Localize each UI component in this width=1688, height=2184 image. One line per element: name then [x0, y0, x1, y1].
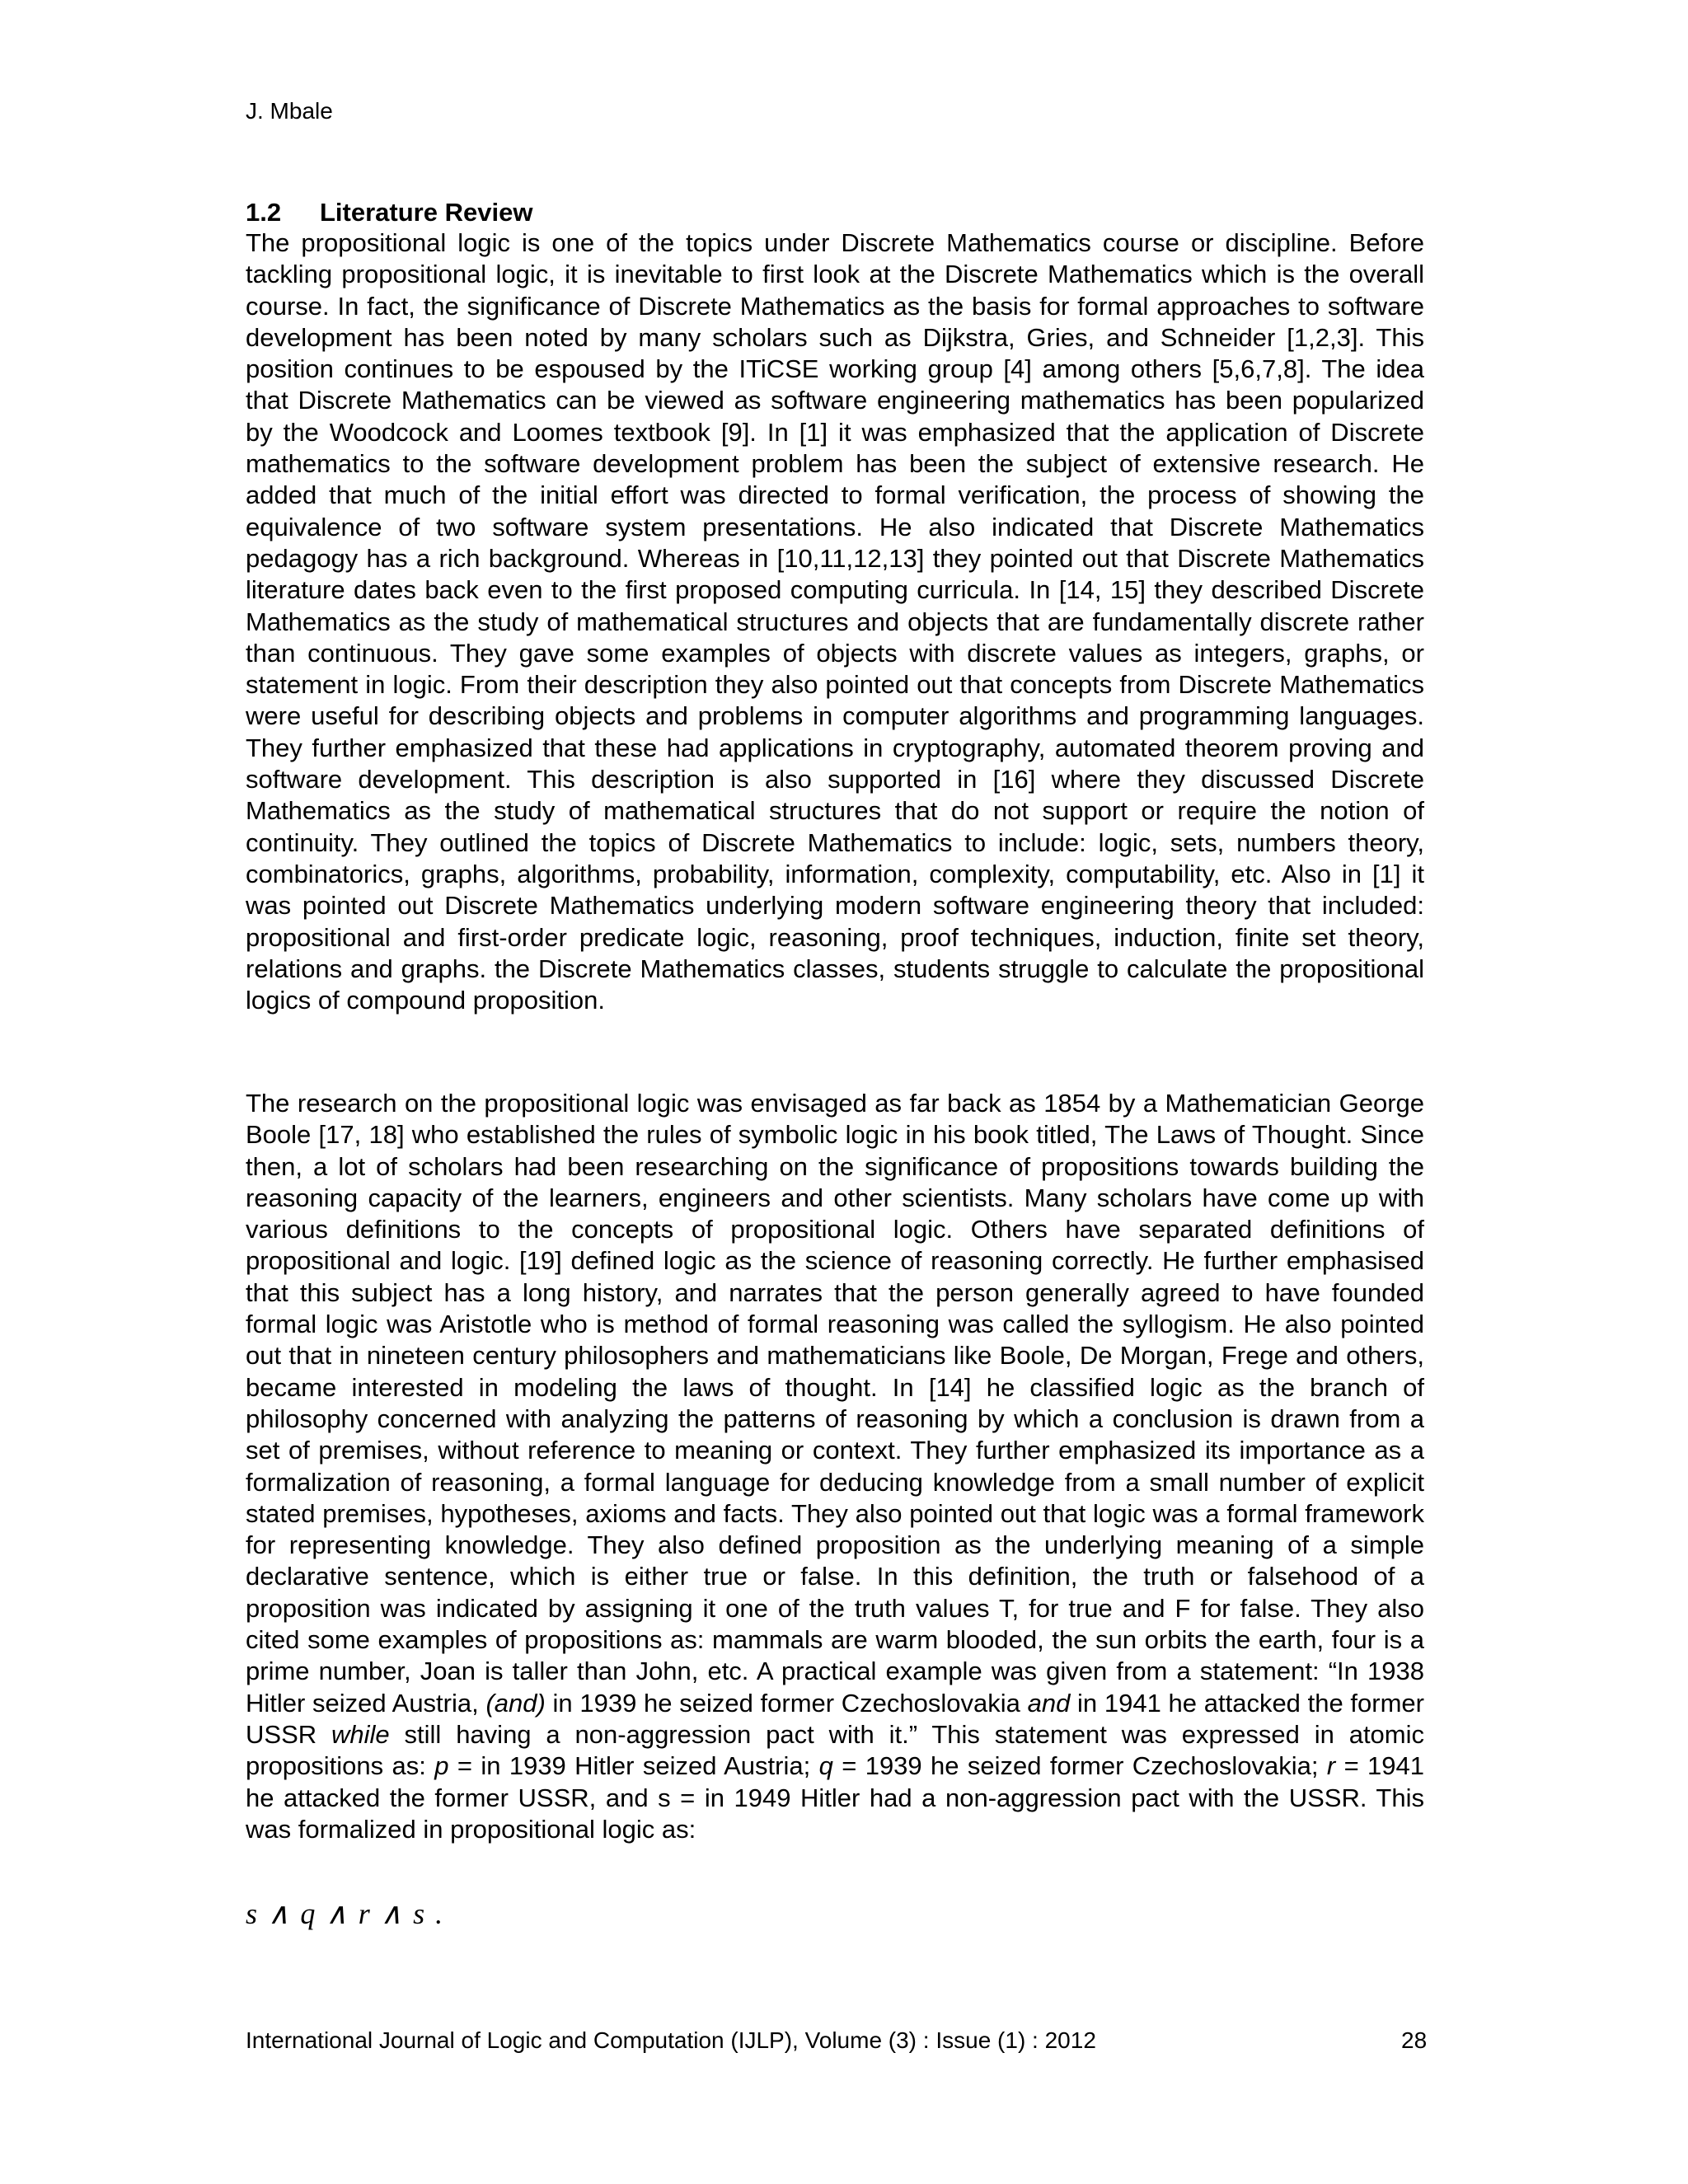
variable-r: r — [1326, 1751, 1336, 1781]
body-paragraph-2 — [246, 1088, 1424, 1845]
paragraph-2-text: in 1941 he attacked the former USSR — [246, 1688, 1424, 1749]
section-number: 1.2 — [246, 198, 282, 227]
footer-journal-citation: International Journal of Logic and Computation (IJLP), Volume (3) : Issue (1) : 2012 — [246, 2027, 1096, 2053]
paragraph-2-text: in 1939 he seized former Czechoslovakia — [545, 1688, 1028, 1718]
page-number: 28 — [1401, 2027, 1428, 2053]
paragraph-2-text: = in 1939 Hitler seized Austria; — [448, 1751, 819, 1781]
logic-formula: s ∧ q ∧ r ∧ s . — [246, 1897, 443, 1930]
paragraph-2-text: The research on the propositional logic was envisaged as far back as 1854 by a Mathematician George Boole [17, 18] who established the rules of symbolic logic in his book titled, The Laws of Thought. Since then, a lot of scholars had been researching on the significance of propositions towards building the reasoning capacity of the learners, engineers and other scientists. Many scholars have come up with various definitions to the concepts of propositional logic. Others have separated definitions of propositional and logic. [19] defined logic as the science of reasoning correctly. He further emphasised that this subject has a long history, and narrates that the person generally agreed to have founded formal logic was Aristotle who is method of formal reasoning was called the syllogism. He also pointed out that in nineteen century philosophers and mathematicians like Boole, De Morgan, Frege and others, became interested in modeling the laws of thought. In [14] he classified logic as the branch of philosophy concerned with analyzing the patterns of reasoning by which a conclusion is drawn from a set of premises, without reference to meaning or context. They further emphasized its importance as a formalization of reasoning, a formal language for deducing knowledge from a small number of explicit stated premises, hypotheses, axioms and facts. They also pointed out that logic was a formal framework for representing knowledge. They also defined proposition as the underlying meaning of a simple declarative sentence, which is either true or false. In this definition, the truth or falsehood of a proposition was indicated by assigning it one of the truth values T, for true and F for false. They also cited some examples of propositions as: mammals are warm blooded, the sun orbits the earth, four is a prime number, Joan is taller than John, etc. A practical example was given from a statement: “In 1938 Hitler seized Austria, — [246, 1089, 1424, 1718]
emphasis-while: while — [331, 1719, 390, 1749]
paragraph-2-text: = 1939 he seized former Czechoslovakia; — [832, 1751, 1327, 1781]
paragraph-2-text: = 1941 he attacked the former USSR, and s = in 1949 Hitler had a non-aggression pact with the USSR. This was formalized in propositional logic as: — [246, 1751, 1425, 1844]
body-paragraph-1: The propositional logic is one of the topics under Discrete Mathematics course or discipline. Before tackling propositional logic, it is inevitable to first look at the Discrete Mathematics which is the overall course. In fact, the significance of Discrete Mathematics as the basis for formal approaches to software development has been noted by many scholars such as Dijkstra, Gries, and Schneider [1,2,3]. This position continues to be espoused by the ITiCSE working group [4] among others [5,6,7,8]. The idea that Discrete Mathematics can be viewed as software engineering mathematics has been popularized by the Woodcock and Loomes textbook [9]. In [1] it was emphasized that the application of Discrete mathematics to the software development problem has been the subject of extensive research. He added that much of the initial effort was directed to formal verification, the process of showing the equivalence of two software system presentations. He also indicated that Discrete Mathematics pedagogy has a rich background. Whereas in [10,11,12,13] they pointed out that Discrete Mathematics literature dates back even to the first proposed computing curricula. In [14, 15] they described Discrete Mathematics as the study of mathematical structures and objects that are fundamentally discrete rather than continuous. They gave some examples of objects with discrete values as integers, graphs, or statement in logic. From their description they also pointed out that concepts from Discrete Mathematics were useful for describing objects and problems in computer algorithms and programming languages. They further emphasized that these had applications in cryptography, automated theorem proving and software development. This description is also supported in [16] where they discussed Discrete Mathematics as the study of mathematical structures that do not support or require the notion of continuity. They outlined the topics of Discrete Mathematics to include: logic, sets, numbers theory, combinatorics, graphs, algorithms, probability, information, complexity, computability, etc. Also in [1] it was pointed out Discrete Mathematics underlying modern software engineering theory that included: propositional and first-order predicate logic, reasoning, proof techniques, induction, finite set theory, relations and graphs. the Discrete Mathematics classes, students struggle to calculate the propositional logics of compound proposition. — [246, 228, 1424, 1015]
variable-p: p — [434, 1751, 449, 1781]
emphasis-and-parenthesized: (and) — [485, 1688, 546, 1718]
section-heading — [246, 198, 532, 227]
paragraph-2-text: still having a non-aggression pact with it.” This statement was expressed in atomic propositions as: — [246, 1719, 1425, 1781]
section-title: Literature Review — [320, 198, 533, 227]
emphasis-and: and — [1027, 1688, 1071, 1718]
variable-q: q — [818, 1751, 833, 1781]
running-header-author: J. Mbale — [246, 98, 333, 124]
